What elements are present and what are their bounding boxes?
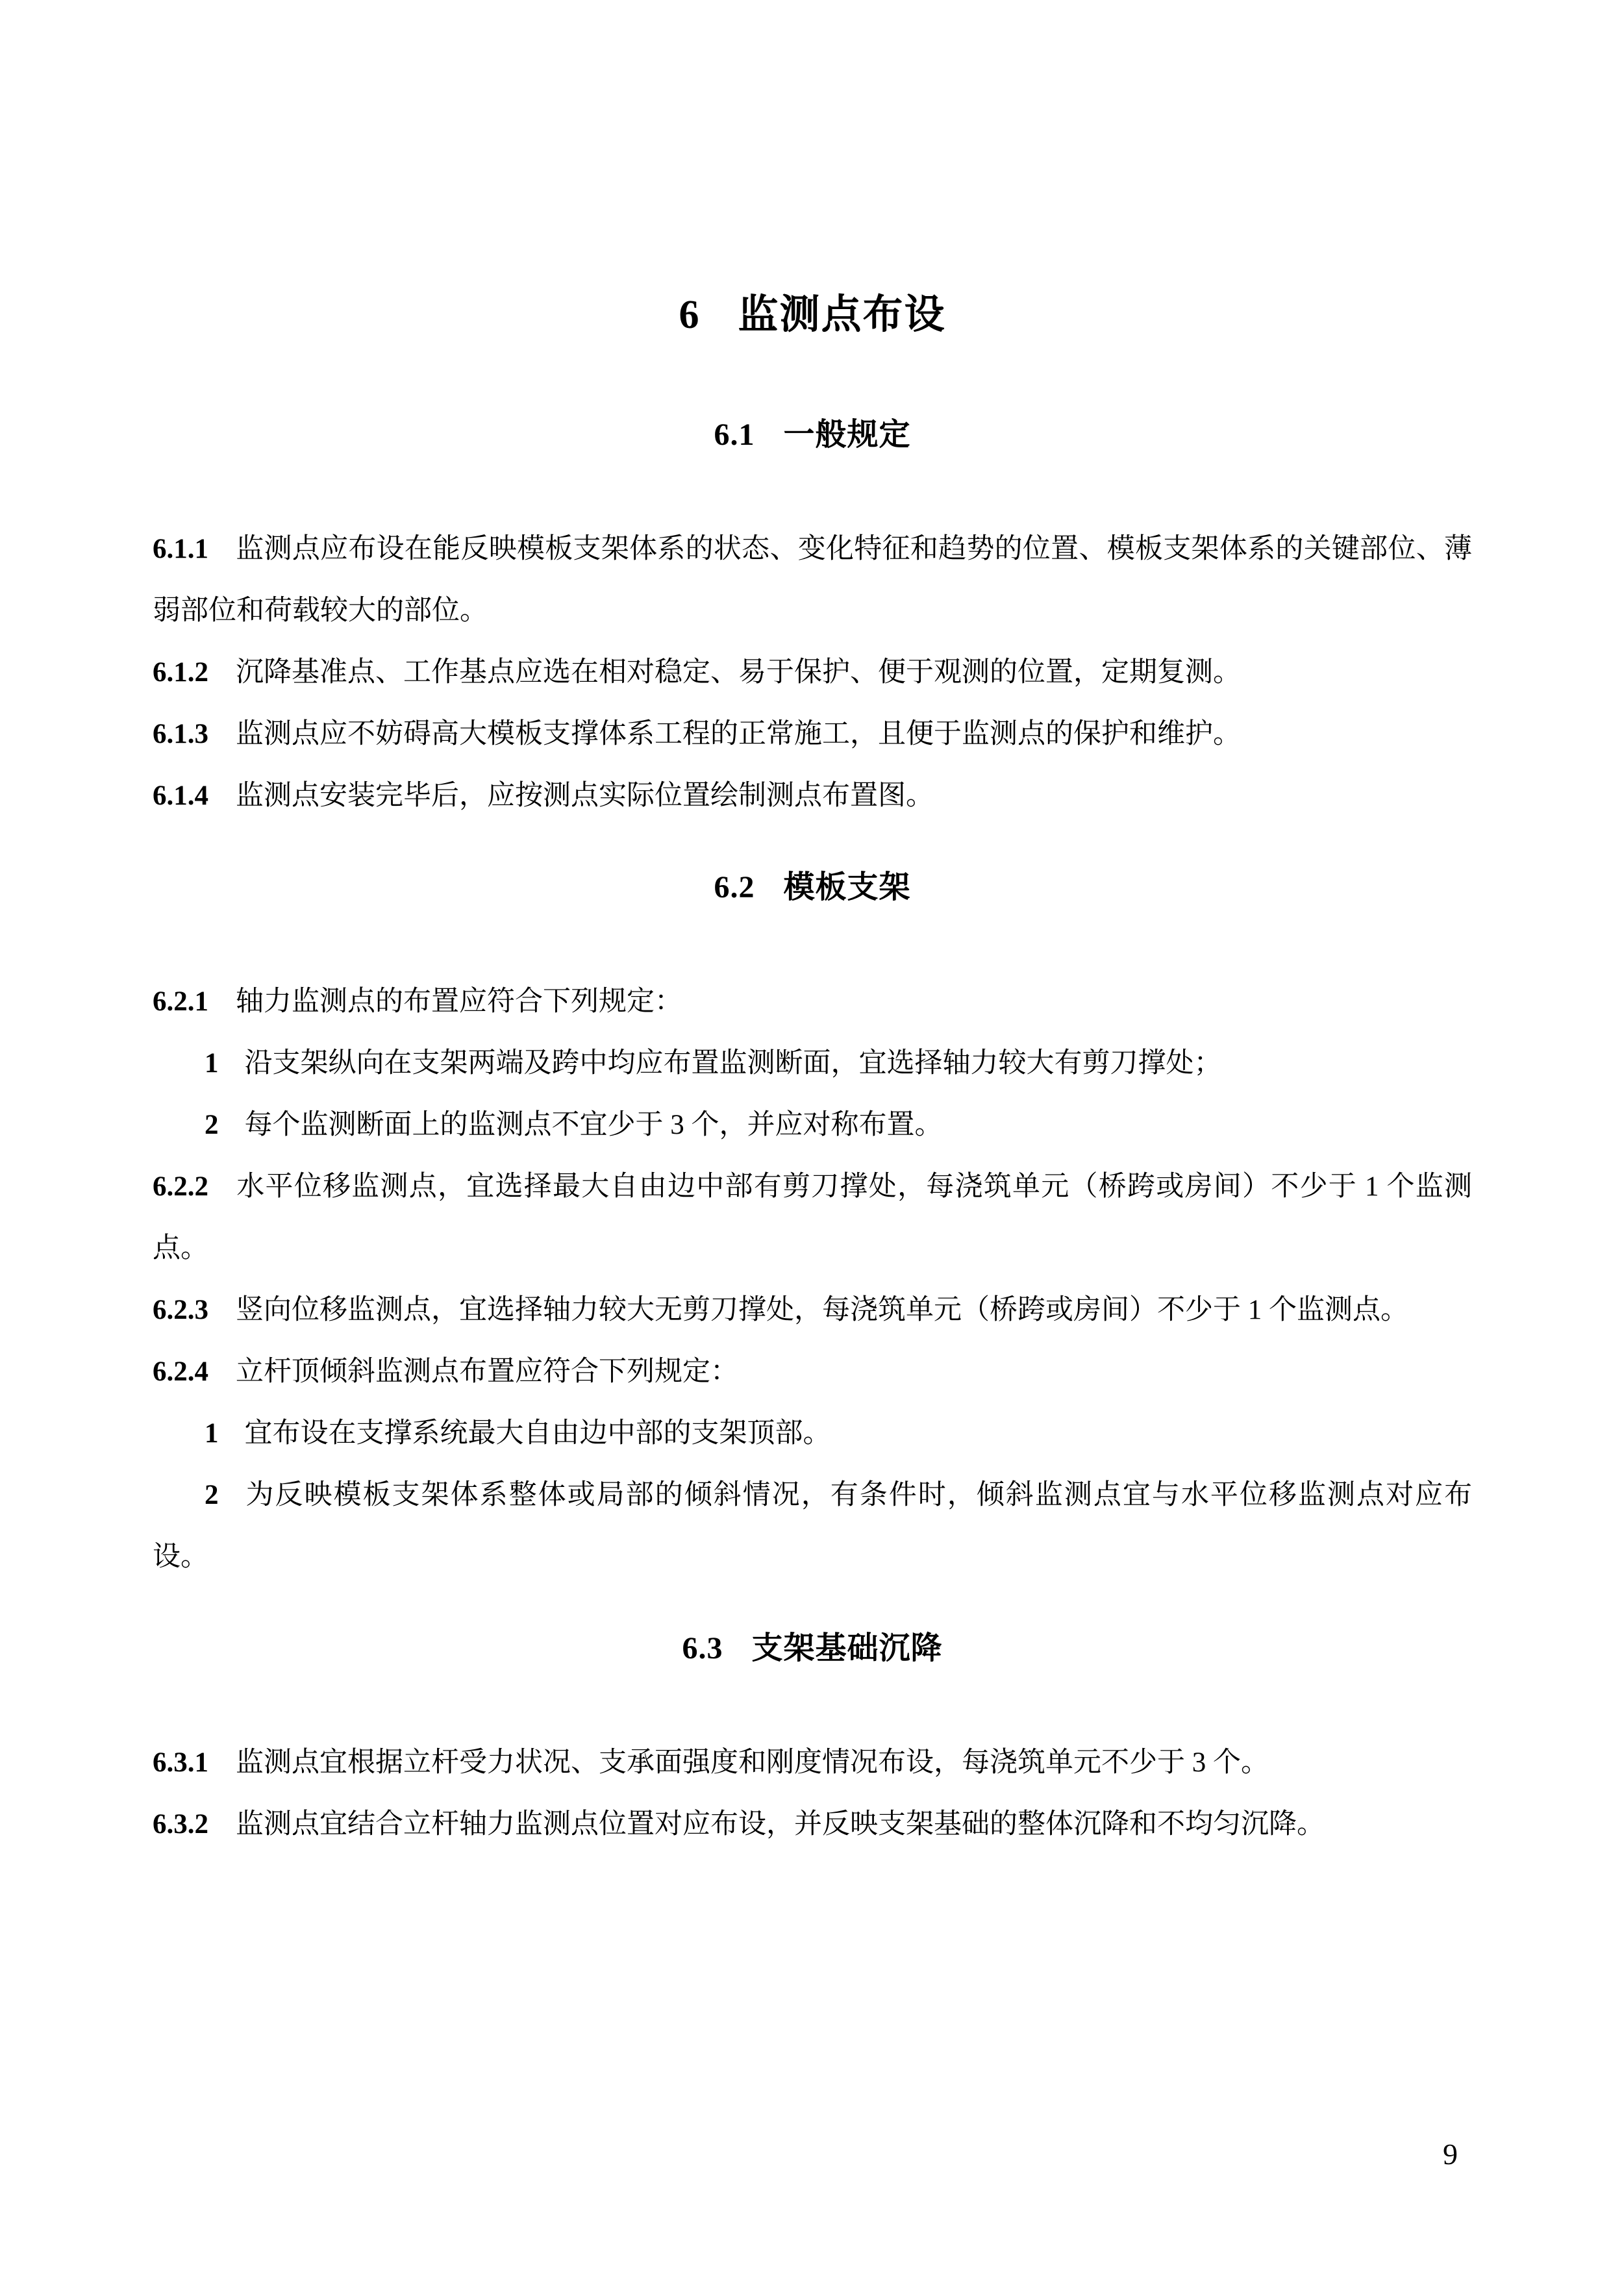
- subclause-text: 每个监测断面上的监测点不宜少于 3 个，并应对称布置。: [244, 1110, 943, 1140]
- section-title: 支架基础沉降: [751, 1631, 943, 1666]
- section-title: 模板支架: [783, 870, 911, 905]
- clause-6-3-1: [153, 1732, 1472, 1793]
- section-6-3-clauses: [153, 1732, 1472, 1855]
- clause-text: 沉降基准点、工作基点应选在相对稳定、易于保护、便于观测的位置，定期复测。: [236, 657, 1241, 688]
- section-heading-6-2: [153, 864, 1472, 911]
- clause-number: 6.3.1: [153, 1747, 208, 1778]
- subclause-text: 沿支架纵向在支架两端及跨中均应布置监测断面，宜选择轴力较大有剪刀撑处；: [244, 1048, 1222, 1079]
- chapter-heading: [153, 286, 1472, 344]
- clause-6-1-1: [153, 518, 1472, 642]
- clause-text: 轴力监测点的布置应符合下列规定：: [236, 986, 682, 1017]
- section-6-1-clauses: [153, 518, 1472, 827]
- page-number: 9: [1443, 2138, 1458, 2171]
- clause-number: 6.2.3: [153, 1295, 208, 1325]
- clause-number: 6.2.1: [153, 986, 208, 1017]
- clause-text: 水平位移监测点，宜选择最大自由边中部有剪刀撑处，每浇筑单元（桥跨或房间）不少于 1 个监测点。: [153, 1171, 1472, 1264]
- section-title: 一般规定: [783, 418, 911, 452]
- clause-6-2-2: [153, 1156, 1472, 1279]
- clause-text: 监测点宜结合立杆轴力监测点位置对应布设，并反映支架基础的整体沉降和不均匀沉降。: [236, 1809, 1325, 1840]
- clause-6-1-2: [153, 642, 1472, 703]
- clause-6-2-1-item-2: [153, 1094, 1472, 1156]
- clause-number: 6.1.4: [153, 780, 208, 811]
- clause-number: 6.2.4: [153, 1356, 208, 1387]
- section-number: 6.2: [714, 870, 755, 905]
- subclause-text: 宜布设在支撑系统最大自由边中部的支架顶部。: [244, 1418, 831, 1449]
- clause-number: 6.2.2: [153, 1171, 208, 1202]
- section-number: 6.1: [714, 418, 755, 452]
- clause-6-2-4-item-2: [153, 1464, 1472, 1588]
- clause-6-2-4: [153, 1341, 1472, 1403]
- chapter-title: 监测点布设: [738, 293, 946, 337]
- clause-text: 监测点安装完毕后，应按测点实际位置绘制测点布置图。: [236, 780, 934, 811]
- section-6-2-clauses: [153, 971, 1472, 1588]
- clause-6-3-2: [153, 1793, 1472, 1855]
- clause-number: 6.1.2: [153, 657, 208, 688]
- clause-number: 6.1.3: [153, 719, 208, 749]
- clause-text: 监测点宜根据立杆受力状况、支承面强度和刚度情况布设，每浇筑单元不少于 3 个。: [236, 1747, 1269, 1778]
- section-heading-6-1: [153, 412, 1472, 458]
- section-number: 6.3: [682, 1631, 723, 1666]
- clause-6-2-1-item-1: [153, 1032, 1472, 1094]
- clause-6-1-3: [153, 703, 1472, 765]
- subclause-number: 2: [205, 1110, 219, 1140]
- chapter-number: 6: [679, 293, 701, 337]
- clause-number: 6.3.2: [153, 1809, 208, 1840]
- clause-6-2-4-item-1: [153, 1403, 1472, 1464]
- clause-text: 立杆顶倾斜监测点布置应符合下列规定：: [236, 1356, 738, 1387]
- clause-text: 竖向位移监测点，宜选择轴力较大无剪刀撑处，每浇筑单元（桥跨或房间）不少于 1 个监测点。: [236, 1295, 1408, 1325]
- clause-text: 监测点应不妨碍高大模板支撑体系工程的正常施工，且便于监测点的保护和维护。: [236, 719, 1241, 749]
- subclause-text: 为反映模板支架体系整体或局部的倾斜情况，有条件时，倾斜监测点宜与水平位移监测点对应布设。: [153, 1480, 1472, 1572]
- clause-6-1-4: [153, 765, 1472, 827]
- subclause-number: 1: [205, 1418, 219, 1449]
- clause-6-2-1: [153, 971, 1472, 1032]
- clause-6-2-3: [153, 1279, 1472, 1341]
- page-content: [153, 286, 1472, 1855]
- clause-number: 6.1.1: [153, 534, 208, 564]
- section-heading-6-3: [153, 1625, 1472, 1672]
- subclause-number: 1: [205, 1048, 219, 1079]
- clause-text: 监测点应布设在能反映模板支架体系的状态、变化特征和趋势的位置、模板支架体系的关键部位、薄弱部位和荷载较大的部位。: [153, 534, 1472, 626]
- subclause-number: 2: [205, 1480, 219, 1510]
